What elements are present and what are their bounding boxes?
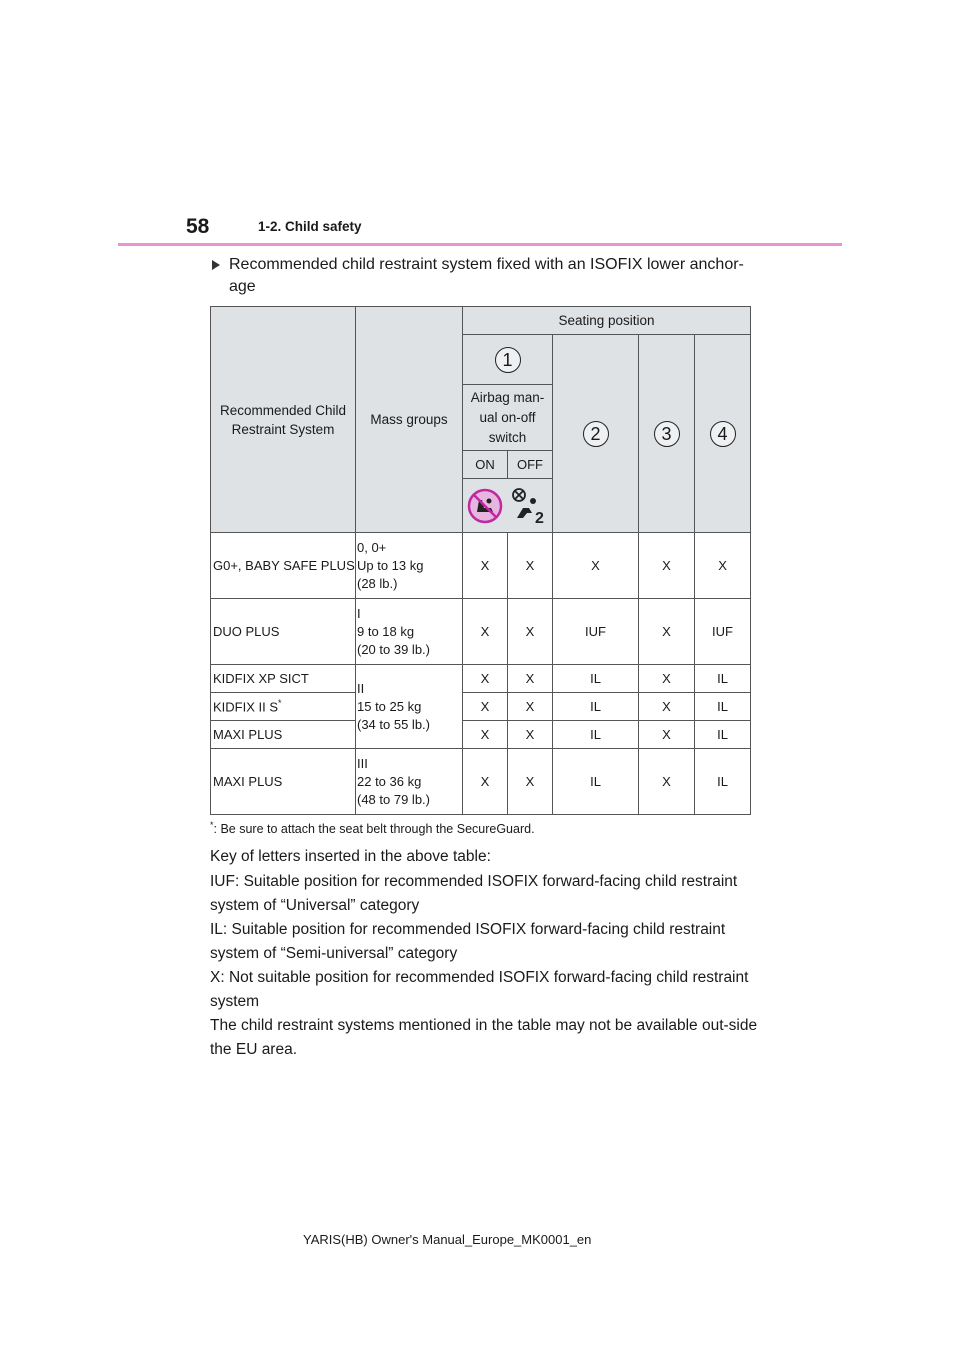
col-header-mass: Mass groups xyxy=(356,307,463,533)
position-4-cell xyxy=(695,335,751,533)
table-cell: X xyxy=(463,749,508,815)
mass-group: II 15 to 25 kg (34 to 55 lb.) xyxy=(356,665,463,749)
col-header-restraint: Recommended Child Restraint System xyxy=(211,307,356,533)
airbag-switch-label: Airbag man-ual on-off switch xyxy=(463,385,553,451)
table-cell: X xyxy=(463,693,508,721)
mass-group: III 22 to 36 kg (48 to 79 lb.) xyxy=(356,749,463,815)
table-cell: X xyxy=(508,599,553,665)
table-cell: IL xyxy=(553,693,639,721)
passenger-airbag-off-icon xyxy=(509,486,549,526)
table-cell: IL xyxy=(553,665,639,693)
row-name: MAXI PLUS xyxy=(211,749,356,815)
svg-text:2: 2 xyxy=(534,509,544,526)
header-divider xyxy=(118,243,842,246)
position-2-cell xyxy=(553,335,639,533)
table-cell: X xyxy=(695,533,751,599)
mass-group: 0, 0+ Up to 13 kg (28 lb.) xyxy=(356,533,463,599)
position-2-badge: 2 xyxy=(583,421,609,447)
airbag-icons-cell xyxy=(463,479,553,533)
table-cell: IL xyxy=(695,749,751,815)
table-cell: X xyxy=(639,749,695,815)
row-name: KIDFIX II S* xyxy=(211,693,356,721)
table-cell: IL xyxy=(695,693,751,721)
key-il: IL: Suitable position for recommended ISOFIX forward-facing child restraint system of “Semi-universal” category xyxy=(210,921,726,962)
table-cell: X xyxy=(463,665,508,693)
row-name: G0+, BABY SAFE PLUS xyxy=(211,533,356,599)
compatibility-table xyxy=(210,306,751,815)
mass-group: I 9 to 18 kg (20 to 39 lb.) xyxy=(356,599,463,665)
table-cell: X xyxy=(639,721,695,749)
footnote-marker: * xyxy=(278,698,282,709)
table-cell: X xyxy=(553,533,639,599)
table-cell: IUF xyxy=(553,599,639,665)
table-cell: X xyxy=(463,533,508,599)
position-3-cell xyxy=(639,335,695,533)
section-title: 1-2. Child safety xyxy=(258,219,362,234)
table-row xyxy=(211,693,751,721)
availability-note: The child restraint systems mentioned in the table may not be available out-side the EU area. xyxy=(210,1017,758,1058)
bullet-triangle-icon xyxy=(212,260,220,270)
footer-doc-id: YARIS(HB) Owner's Manual_Europe_MK0001_en xyxy=(303,1232,592,1247)
table-cell: X xyxy=(639,533,695,599)
col-header-seating: Seating position xyxy=(463,307,751,335)
row-name: KIDFIX XP SICT xyxy=(211,665,356,693)
table-row xyxy=(211,665,751,693)
footnote-mark: * xyxy=(210,820,214,830)
table-row xyxy=(211,599,751,665)
table-cell: IL xyxy=(553,721,639,749)
position-1-badge: 1 xyxy=(495,347,521,373)
table-cell: X xyxy=(508,665,553,693)
table-cell: X xyxy=(508,749,553,815)
intro-text: Recommended child restraint system fixed with an ISOFIX lower anchor-age xyxy=(229,256,744,295)
table-row xyxy=(211,533,751,599)
intro-bullet xyxy=(212,254,760,298)
footnote xyxy=(210,820,535,836)
page-number: 58 xyxy=(186,215,210,238)
table-row xyxy=(211,749,751,815)
row-name: DUO PLUS xyxy=(211,599,356,665)
position-4-badge: 4 xyxy=(710,421,736,447)
table-cell: IL xyxy=(695,665,751,693)
table-cell: X xyxy=(639,693,695,721)
airbag-off-label: OFF xyxy=(508,451,553,479)
key-heading: Key of letters inserted in the above table: xyxy=(210,848,491,865)
key-x: X: Not suitable position for recommended ISOFIX forward-facing child restraint system xyxy=(210,969,749,1010)
position-3-badge: 3 xyxy=(654,421,680,447)
table-cell: X xyxy=(639,665,695,693)
table-cell: X xyxy=(463,721,508,749)
rear-facing-child-seat-prohibited-icon xyxy=(467,488,503,524)
table-cell: X xyxy=(508,533,553,599)
footnote-text: : Be sure to attach the seat belt through the SecureGuard. xyxy=(213,822,535,837)
airbag-on-label: ON xyxy=(463,451,508,479)
table-cell: X xyxy=(639,599,695,665)
table-cell: X xyxy=(508,721,553,749)
table-cell: IL xyxy=(553,749,639,815)
table-row xyxy=(211,721,751,749)
table-cell: IUF xyxy=(695,599,751,665)
table-cell: X xyxy=(463,599,508,665)
table-cell: X xyxy=(508,693,553,721)
key-iuf: IUF: Suitable position for recommended ISOFIX forward-facing child restraint system of “Universal” category xyxy=(210,873,738,914)
position-1-cell xyxy=(463,335,553,385)
row-name: MAXI PLUS xyxy=(211,721,356,749)
table-cell: IL xyxy=(695,721,751,749)
